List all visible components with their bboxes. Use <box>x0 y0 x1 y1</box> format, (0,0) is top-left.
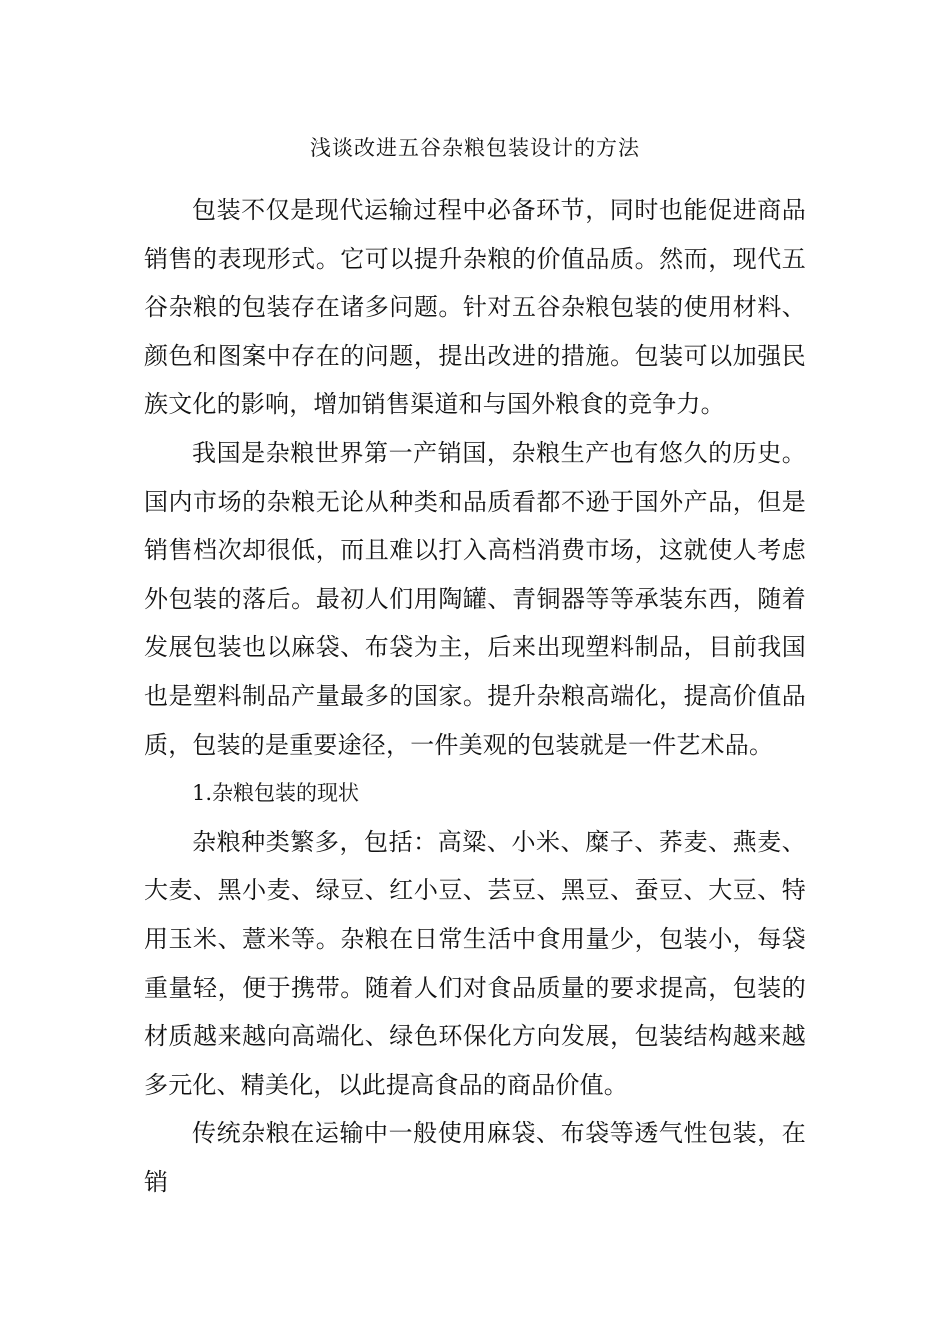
paragraph-traditional: 传统杂粮在运输中一般使用麻袋、布袋等透气性包装，在销 <box>144 1119 806 1196</box>
paragraph-varieties: 杂粮种类繁多，包括：高粱、小米、糜子、荞麦、燕麦、大麦、黑小麦、绿豆、红小豆、芸豆、黑豆、蚕豆、大豆、特用玉米、薏米等。杂粮在日常生活中食用量少，包装小，每袋重量轻，便于携带。随着人们对食品质量的要求提高，包装的材质越来越向高端化、绿色环保化方向发展，包装结构越来越多元化、精美化，以此提高食品的商品价值。 <box>144 827 806 1099</box>
section-heading: 1.杂粮包装的现状 <box>192 781 360 806</box>
document-body <box>144 186 806 1206</box>
paragraph-background: 我国是杂粮世界第一产销国，杂粮生产也有悠久的历史。国内市场的杂粮无论从种类和品质看都不逊于国外产品，但是销售档次却很低，而且难以打入高档消费市场，这就使人考虑外包装的落后。最初人们用陶罐、青铜器等等承装东西，随着发展包装也以麻袋、布袋为主，后来出现塑料制品，目前我国也是塑料制品产量最多的国家。提升杂粮高端化，提高价值品质，包装的是重要途径，一件美观的包装就是一件艺术品。 <box>144 438 806 759</box>
paragraph-intro: 包装不仅是现代运输过程中必备环节，同时也能促进商品销售的表现形式。它可以提升杂粮的价值品质。然而，现代五谷杂粮的包装存在诸多问题。针对五谷杂粮包装的使用材料、颜色和图案中存在的问题，提出改进的措施。包装可以加强民族文化的影响，增加销售渠道和与国外粮食的竞争力。 <box>144 196 806 419</box>
document-title: 浅谈改进五谷杂粮包装设计的方法 <box>310 136 640 160</box>
